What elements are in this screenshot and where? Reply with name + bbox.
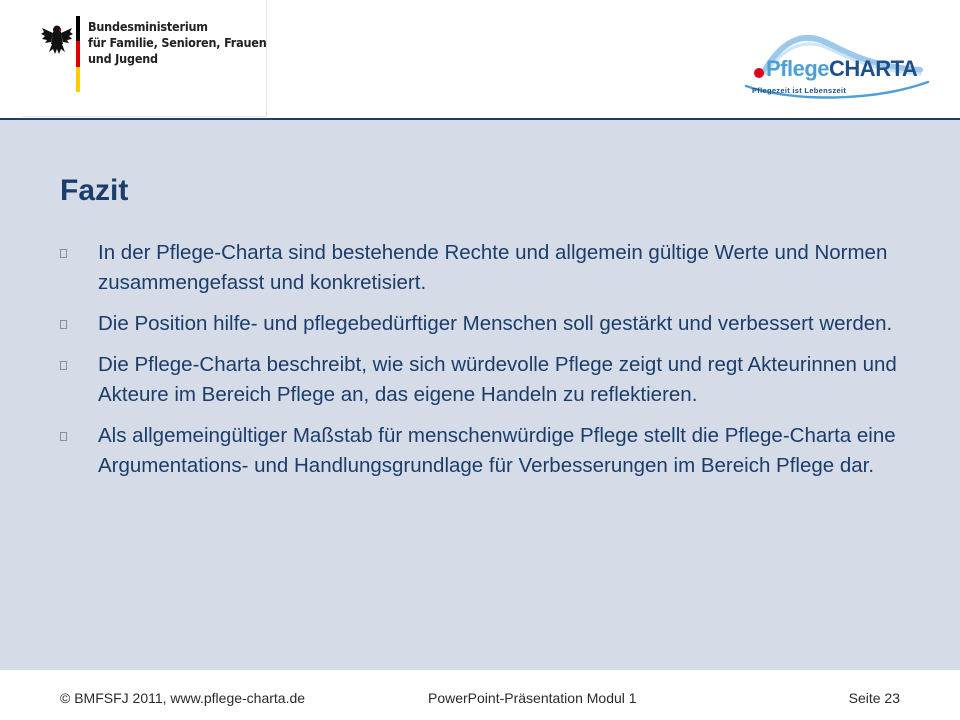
- bullet-list: [60, 238, 900, 492]
- logo-word-pflege: Pflege: [766, 56, 830, 81]
- logo-wordmark: [766, 56, 917, 82]
- ministry-logo: [22, 0, 267, 117]
- logo-tagline: Pflegezeit ist Lebenszeit: [752, 86, 847, 95]
- logo-word-charta: CHARTA: [829, 56, 918, 81]
- bullet-text: Die Pflege-Charta beschreibt, wie sich würdevolle Pflege zeigt und regt Akteurinnen und Akteure im Bereich Pflege an, das eigene Handeln zu reflektieren.: [98, 353, 897, 406]
- logo-dot-icon: [754, 68, 764, 78]
- bullet-square-icon: [60, 361, 67, 370]
- footer-page-number: Seite 23: [848, 690, 900, 706]
- bullet-item: [60, 350, 900, 410]
- slide-title: Fazit: [60, 174, 129, 207]
- footer-presentation-title: PowerPoint-Präsentation Modul 1: [428, 690, 637, 706]
- bullet-text: Die Position hilfe- und pflegebedürftiger Menschen soll gestärkt und verbessert werden.: [98, 312, 893, 335]
- header: [0, 0, 960, 118]
- footer-copyright: © BMFSFJ 2011, www.pflege-charta.de: [60, 690, 306, 706]
- ministry-name: [88, 19, 267, 67]
- footer: [0, 670, 960, 720]
- slide-content: [0, 120, 960, 670]
- pflege-charta-logo: [742, 30, 932, 102]
- bullet-text: Als allgemeingültiger Maßstab für menschenwürdige Pflege stellt die Pflege-Charta eine Argumentations- und Handlungsgrundlage für Verbesserungen im Bereich Pflege dar.: [98, 424, 896, 477]
- ministry-line-1: Bundesministerium: [88, 19, 208, 34]
- bullet-square-icon: [60, 432, 67, 441]
- bullet-square-icon: [60, 249, 67, 258]
- bullet-item: [60, 238, 900, 298]
- bullet-item: [60, 309, 900, 339]
- bullet-square-icon: [60, 320, 67, 329]
- flag-bar-icon: [76, 16, 80, 92]
- ministry-line-3: und Jugend: [88, 51, 158, 66]
- ministry-line-2: für Familie, Senioren, Frauen: [88, 35, 267, 50]
- bullet-item: [60, 421, 900, 481]
- federal-eagle-icon: [40, 18, 74, 56]
- bullet-text: In der Pflege-Charta sind bestehende Rechte und allgemein gültige Werte und Normen zusammengefasst und konkretisiert.: [98, 241, 888, 294]
